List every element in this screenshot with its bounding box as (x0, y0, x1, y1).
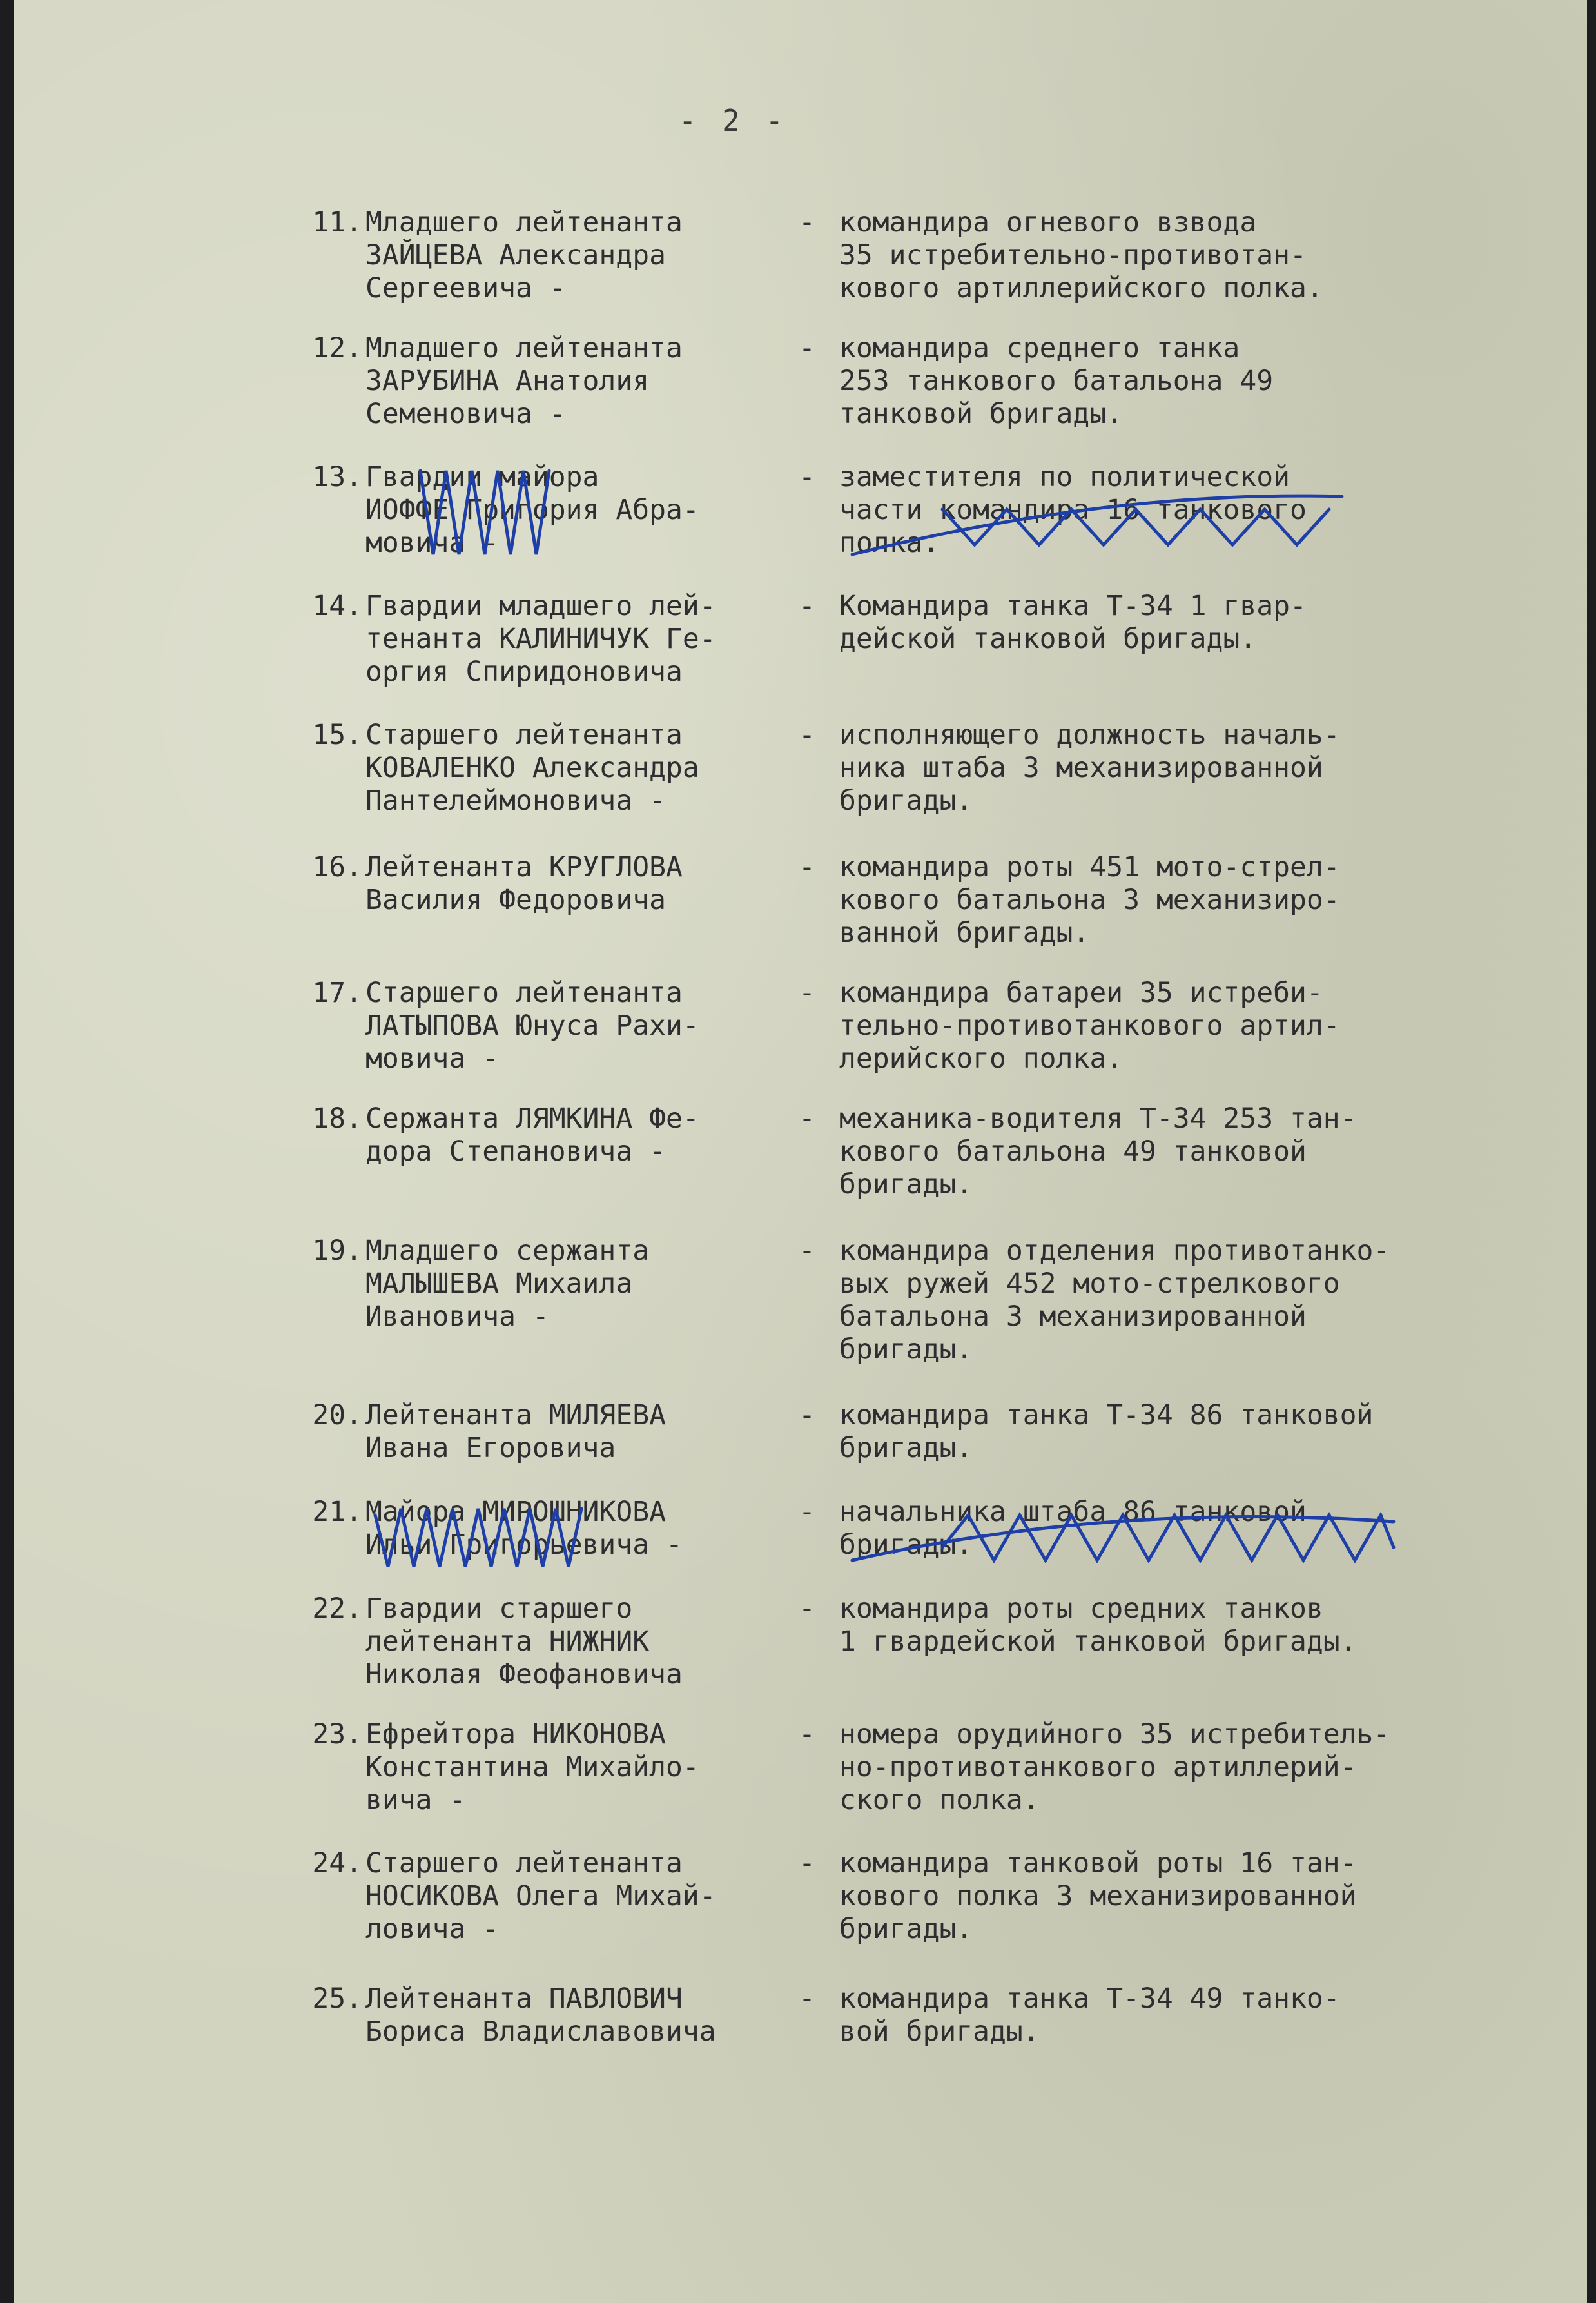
entry-position (839, 332, 1548, 431)
entry-separator-dash: - (799, 1983, 815, 2015)
entry-position (839, 1102, 1548, 1201)
entry-person-line: оргия Спиридоновича (365, 656, 683, 688)
entry-position (839, 1983, 1548, 2048)
entry-person-line: ЗАЙЦЕВА Александра (365, 239, 666, 271)
entry-person-line: Лейтенанта КРУГЛОВА (365, 851, 683, 883)
entry-position-line: ника штаба 3 механизированной (839, 752, 1323, 784)
entry-person-line: Майора МИРОШНИКОВА (365, 1496, 666, 1528)
entry-number: 15. (312, 719, 362, 751)
entry-position-line: лерийского полка. (839, 1043, 1124, 1075)
entry-position-line: бригады. (839, 1168, 973, 1200)
entry-row (272, 1718, 1523, 1847)
entry-person-line: Младшего лейтенанта (365, 206, 683, 239)
entry-number: 21. (312, 1496, 362, 1528)
entry-person-line: Лейтенанта МИЛЯЕВА (365, 1399, 666, 1431)
entry-person-line: КОВАЛЕНКО Александра (365, 752, 699, 784)
entry-position-line: командира роты средних танков (839, 1592, 1323, 1625)
entry-position-line: кового батальона 49 танковой (839, 1135, 1307, 1168)
entry-position-line: но-противотанкового артиллерий- (839, 1751, 1357, 1783)
entry-person-line: Николая Феофановича (365, 1658, 683, 1690)
entry-position (839, 206, 1548, 305)
entry-position-line: Командира танка Т-34 1 гвар- (839, 590, 1307, 622)
entry-position-line: командира отделения противотанко- (839, 1235, 1390, 1267)
entry-position (839, 1399, 1548, 1465)
entry-separator-dash: - (799, 1718, 815, 1750)
entry-separator-dash: - (799, 590, 815, 622)
entry-separator-dash: - (799, 1399, 815, 1431)
entry-position (839, 1235, 1548, 1366)
entry-person-line: мовича - (365, 1043, 500, 1075)
entry-person-line: Лейтенанта ПАВЛОВИЧ (365, 1983, 683, 2015)
entry-row (272, 1102, 1523, 1231)
entry-row (272, 590, 1523, 719)
entry-separator-dash: - (799, 1496, 815, 1528)
entry-number: 20. (312, 1399, 362, 1431)
page-number: - 2 - (678, 103, 788, 138)
entry-position (839, 1847, 1548, 1946)
entry-position-line: командира танковой роты 16 тан- (839, 1847, 1357, 1879)
entry-separator-dash: - (799, 977, 815, 1009)
entry-number: 22. (312, 1592, 362, 1625)
entry-number: 24. (312, 1847, 362, 1879)
entry-separator-dash: - (799, 1847, 815, 1879)
entry-person-line: Ильи Григорьевича - (365, 1529, 683, 1561)
entry-position (839, 719, 1548, 818)
entry-person-line: Ивана Егоровича (365, 1432, 616, 1464)
entry-separator-dash: - (799, 719, 815, 751)
entry-person-line: Гвардии старшего (365, 1592, 633, 1625)
entry-row (272, 332, 1523, 461)
entry-person-line: ловича - (365, 1913, 500, 1945)
entry-row (272, 977, 1523, 1106)
entry-position-line: командира роты 451 мото-стрел- (839, 851, 1340, 883)
entry-position-line: ского полка. (839, 1784, 1040, 1816)
entry-position (839, 977, 1548, 1075)
entry-number: 14. (312, 590, 362, 622)
entry-row (272, 1592, 1523, 1721)
entry-position-line: дейской танковой бригады. (839, 623, 1257, 655)
entry-position-line: вых ружей 452 мото-стрелкового (839, 1268, 1340, 1300)
entry-position-line: бригады. (839, 785, 973, 817)
entry-person-line: вича - (365, 1784, 466, 1816)
entry-person-line: Константина Михайло- (365, 1751, 699, 1783)
entry-position-line: части командира 16 танкового (839, 494, 1307, 526)
entry-number: 12. (312, 332, 362, 364)
entry-person-line: мовича - (365, 527, 500, 559)
entry-position-line: 253 танкового батальона 49 (839, 365, 1274, 397)
entry-position-line: вой бригады. (839, 2015, 1040, 2048)
entry-separator-dash: - (799, 851, 815, 883)
entry-position-line: исполняющего должность началь- (839, 719, 1340, 751)
entry-number: 19. (312, 1235, 362, 1267)
entry-position-line: танковой бригады. (839, 398, 1124, 430)
entry-position-line: полка. (839, 527, 940, 559)
entry-position-line: ванной бригады. (839, 917, 1090, 949)
entry-person-line: ЗАРУБИНА Анатолия (365, 365, 650, 397)
entry-person-line: Ивановича - (365, 1300, 549, 1333)
entry-person-line: Младшего сержанта (365, 1235, 650, 1267)
entry-row (272, 1983, 1523, 2112)
entry-number: 18. (312, 1102, 362, 1135)
entry-row (272, 719, 1523, 848)
entry-separator-dash: - (799, 1592, 815, 1625)
entry-person-line: Василия Федоровича (365, 884, 666, 916)
entry-position (839, 461, 1548, 560)
entry-row (272, 206, 1523, 335)
entry-person-line: дора Степановича - (365, 1135, 666, 1168)
entry-person-line: ЛАТЫПОВА Юнуса Рахи- (365, 1010, 699, 1042)
entry-person-line: Пантелеймоновича - (365, 785, 666, 817)
entry-number: 11. (312, 206, 362, 239)
entry-person-line: Сержанта ЛЯМКИНА Фе- (365, 1102, 699, 1135)
entry-position-line: бригады. (839, 1913, 973, 1945)
entry-number: 25. (312, 1983, 362, 2015)
entry-position-line: кового батальона 3 механизиро- (839, 884, 1340, 916)
entry-position-line: механика-водителя Т-34 253 тан- (839, 1102, 1357, 1135)
entry-position-line: тельно-противотанкового артил- (839, 1010, 1340, 1042)
entry-person-line: Старшего лейтенанта (365, 1847, 683, 1879)
entry-position-line: командира огневого взвода (839, 206, 1257, 239)
entry-position (839, 590, 1548, 656)
entry-person-line: МАЛЫШЕВА Михаила (365, 1268, 633, 1300)
entry-person-line: Ефрейтора НИКОНОВА (365, 1718, 666, 1750)
entry-separator-dash: - (799, 461, 815, 493)
entry-position-line: командира танка Т-34 86 танковой (839, 1399, 1374, 1431)
entry-number: 17. (312, 977, 362, 1009)
entry-person-line: НОСИКОВА Олега Михай- (365, 1880, 716, 1912)
entry-person-line: Семеновича - (365, 398, 566, 430)
entry-position-line: командира среднего танка (839, 332, 1240, 364)
entry-person-line: Младшего лейтенанта (365, 332, 683, 364)
entry-row (272, 461, 1523, 590)
entry-position (839, 1592, 1548, 1658)
entry-position-line: номера орудийного 35 истребитель- (839, 1718, 1390, 1750)
entry-position (839, 851, 1548, 950)
entry-separator-dash: - (799, 206, 815, 239)
entry-number: 16. (312, 851, 362, 883)
entry-position (839, 1496, 1548, 1562)
entry-position-line: командира танка Т-34 49 танко- (839, 1983, 1340, 2015)
entry-position-line: заместителя по политической (839, 461, 1290, 493)
entry-position-line: 1 гвардейской танковой бригады. (839, 1625, 1357, 1658)
entry-person-line: Бориса Владиславовича (365, 2015, 716, 2048)
entry-number: 23. (312, 1718, 362, 1750)
entry-position-line: командира батареи 35 истреби- (839, 977, 1323, 1009)
entry-person-line: Старшего лейтенанта (365, 719, 683, 751)
document-page (14, 0, 1587, 2303)
entry-row (272, 1847, 1523, 1976)
entry-person-line: ИОФФЕ Григория Абра- (365, 494, 699, 526)
entry-position-line: начальника штаба 86 танковой (839, 1496, 1307, 1528)
entry-person-line: Сергеевича - (365, 272, 566, 304)
entry-row (272, 851, 1523, 980)
entry-separator-dash: - (799, 1102, 815, 1135)
entry-person-line: Гвардии майора (365, 461, 599, 493)
entry-position-line: 35 истребительно-противотан- (839, 239, 1307, 271)
entry-position-line: кового полка 3 механизированной (839, 1880, 1357, 1912)
entry-separator-dash: - (799, 332, 815, 364)
entry-person-line: лейтенанта НИЖНИК (365, 1625, 650, 1658)
entry-position-line: бригады. (839, 1432, 973, 1464)
entry-person-line: Гвардии младшего лей- (365, 590, 716, 622)
entry-number: 13. (312, 461, 362, 493)
entry-position (839, 1718, 1548, 1817)
entry-position-line: бригады. (839, 1529, 973, 1561)
entry-row (272, 1235, 1523, 1364)
entry-position-line: кового артиллерийского полка. (839, 272, 1323, 304)
entry-position-line: бригады. (839, 1333, 973, 1366)
entry-separator-dash: - (799, 1235, 815, 1267)
entry-position-line: батальона 3 механизированной (839, 1300, 1307, 1333)
entry-person-line: Старшего лейтенанта (365, 977, 683, 1009)
entry-person-line: тенанта КАЛИНИЧУК Ге- (365, 623, 716, 655)
